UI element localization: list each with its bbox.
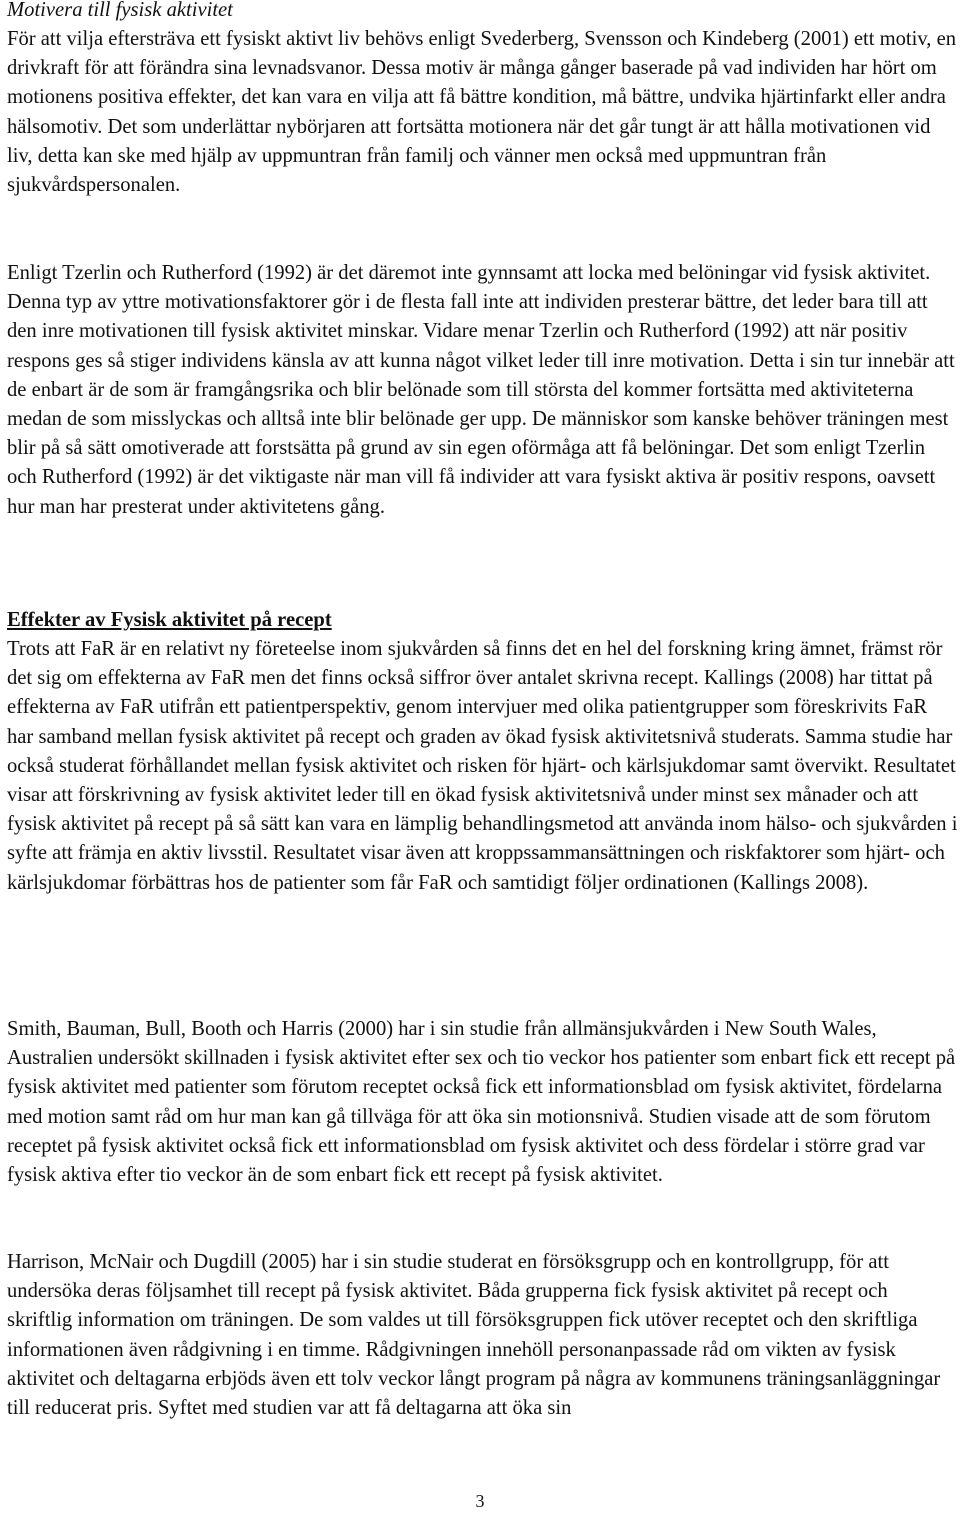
paragraph-far-research: Trots att FaR är en relativt ny företeelse inom sjukvården så finns det en hel del forskning kring ämnet, främst rör det sig om effekterna av FaR men det finns också siffror över antalet skrivna recept. Kallings (2008) har tittat på effekterna av FaR utifrån ett patientperspektiv, genom intervjuer med olika patientgrupper som föreskrivits FaR har samband mellan fysisk aktivitet på recept och graden av ökad fysisk aktivitetsnivå studerats. Samma studie har också studerat förhållandet mellan fysisk aktivitet och risken för hjärt- och kärlsjukdomar samt övervikt. Resultatet visar att förskrivning av fysisk aktivitet leder till en ökad fysisk aktivitetsnivå under minst sex månader och att fysisk aktivitet på recept på så sätt kan vara en lämplig behandlingsmetod att använda inom hälso- och sjukvården i syfte att främja en aktiv livsstil. Resultatet visar även att kroppssammansättningen och riskfaktorer som hjärt- och kärlsjukdomar förbättras hos de patienter som får FaR och samtidigt följer ordinationen (Kallings 2008).	[7, 638, 958, 894]
section-heading-effects: Effekter av Fysisk aktivitet på recept	[7, 609, 332, 631]
paragraph-harrison-study: Harrison, McNair och Dugdill (2005) har i sin studie studerat en försöksgrupp och en kontrollgrupp, för att undersöka deras följsamhet till recept på fysisk aktivitet. Båda grupperna fick fysisk aktivitet på recept och skriftlig information om träningen. De som valdes ut till försöksgruppen fick utöver receptet och den skriftliga informationen även rådgivning i en timme. Rådgivningen innehöll personanpassade råd om vikten av fysisk aktivitet och deltagarna erbjöds även ett tolv veckor långt program på några av kommunens träningsanläggningar till reducerat pris. Syftet med studien var att få deltagarna att öka sin	[7, 1251, 941, 1420]
page-number: 3	[475, 1491, 485, 1511]
paragraph-rewards: Enligt Tzerlin och Rutherford (1992) är det däremot inte gynnsamt att locka med belöningar vid fysisk aktivitet. Denna typ av yttre motivationsfaktorer gör i de flesta fall inte att individen presterar bättre, det leder bara till att den inre motivationen till fysisk aktivitet minskar. Vidare menar Tzerlin och Rutherford (1992) att när positiv respons ges så stiger individens känsla av att kunna något vilket leder till inre motivation. Detta i sin tur innebär att de enbart är de som är framgångsrika och blir belönade som till största del kommer fortsätta med aktiviteterna medan de som misslyckas och alltså inte blir belönade ger upp. De människor som kanske behöver träningen mest blir på så sätt omotiverade att forstsätta på grund av sin egen oförmåga att få belöningar. Det som enligt Tzerlin och Rutherford (1992) är det viktigaste när man vill få individer att vara fysiskt aktiva är positiv respons, oavsett hur man har presterat under aktivitetens gång.	[7, 262, 955, 518]
paragraph-smith-study: Smith, Bauman, Bull, Booth och Harris (2000) har i sin studie från allmänsjukvården i New South Wales, Australien undersökt skillnaden i fysisk aktivitet efter sex och tio veckor hos patienter som enbart fick ett recept på fysisk aktivitet med patienter som förutom receptet också fick ett informationsblad om fysisk aktivitet, fördelarna med motion samt råd om hur man kan gå tillväga för att öka sin motionsnivå. Studien visade att de som förutom receptet på fysisk aktivitet också fick ett informationsblad om fysisk aktivitet och dess fördelar i större grad var fysisk aktiva efter tio veckor än de som enbart fick ett recept på fysisk aktivitet.	[7, 1018, 956, 1187]
paragraph-motivation: För att vilja eftersträva ett fysiskt aktivt liv behövs enligt Svederberg, Svensson och Kindeberg (2001) ett motiv, en drivkraft för att förändra sina levnadsvanor. Dessa motiv är många gånger baserade på vad individen har hört om motionens positiva effekter, det kan vara en vilja att få bättre kondition, må bättre, undvika hjärtinfarkt eller andra hälsomotiv. Det som underlättar nybörjaren att fortsätta motionera när det går tungt är att hålla motivationen vid liv, detta kan ske med hjälp av uppmuntran från familj och vänner men också med uppmuntran från sjukvårdspersonalen.	[7, 28, 957, 197]
section-heading-motivation: Motivera till fysisk aktivitet	[7, 0, 233, 21]
